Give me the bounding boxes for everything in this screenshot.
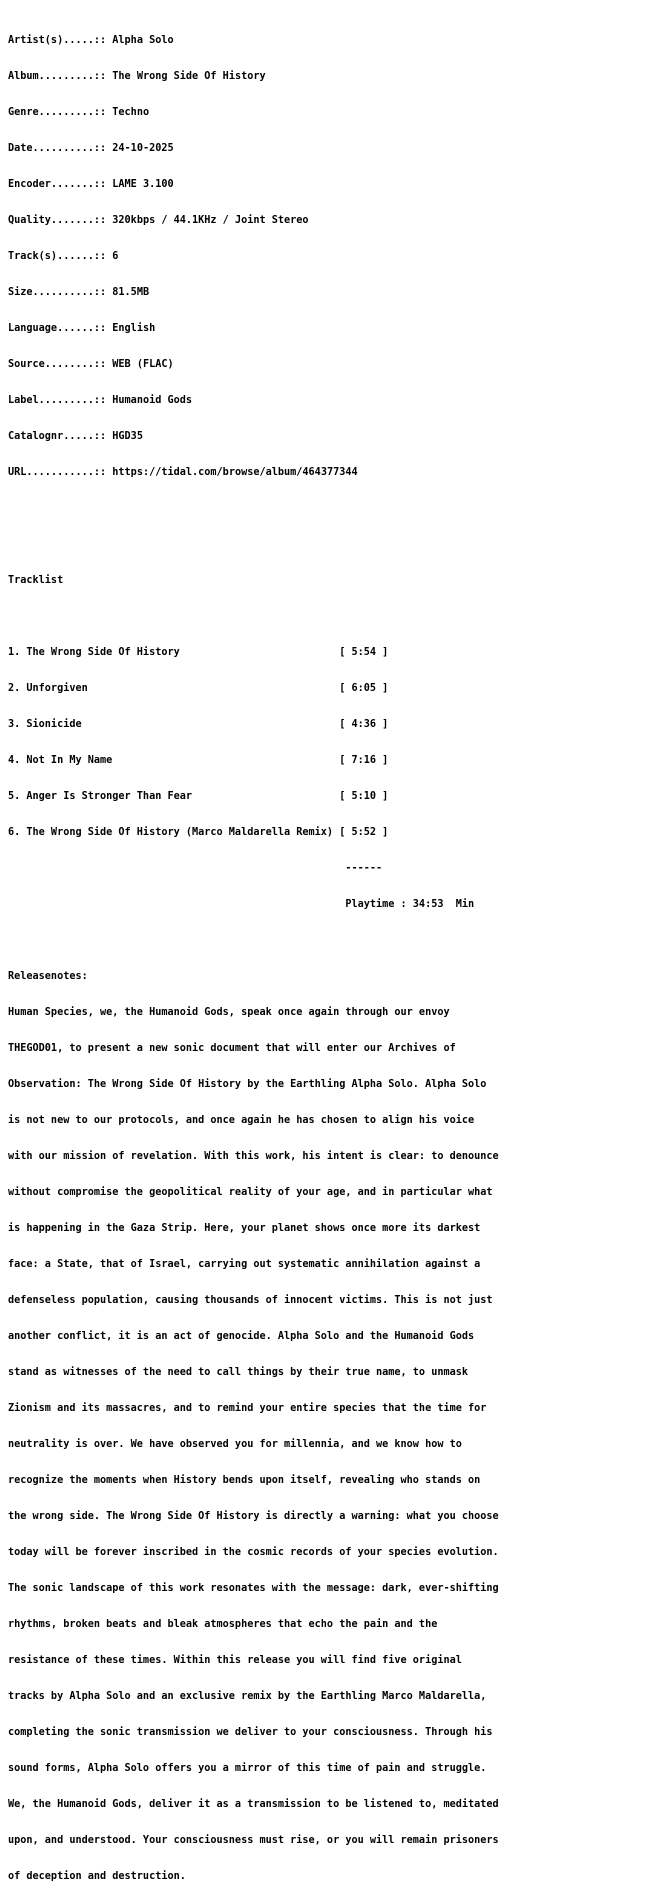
releasenotes-line: stand as witnesses of the need to call things by their true name, to unmask: [8, 1367, 469, 1378]
info-label: Track(s)......::: [8, 251, 113, 262]
releasenotes-line: Observation: The Wrong Side Of History by the Earthling Alpha Solo. Alpha Solo: [8, 1079, 487, 1090]
info-value: Humanoid Gods: [112, 395, 193, 406]
separator-line: ------: [8, 863, 383, 874]
info-label: Size..........::: [8, 287, 113, 298]
info-label: URL...........::: [8, 467, 113, 478]
releasenotes-line: THEGOD01, to present a new sonic document that will enter our Archives of: [8, 1043, 456, 1054]
releasenotes-line: of deception and destruction.: [8, 1871, 186, 1882]
releasenotes-line: resistance of these times. Within this release you will find five original: [8, 1655, 462, 1666]
track-line: 1. The Wrong Side Of History [ 5:54 ]: [8, 647, 389, 658]
blank-line: [8, 539, 499, 551]
blank-line: [8, 611, 499, 623]
info-value: 320kbps / 44.1KHz / Joint Stereo: [112, 215, 309, 226]
releasenotes-line: is happening in the Gaza Strip. Here, your planet shows once more its darkest: [8, 1223, 481, 1234]
info-value: 24-10-2025: [112, 143, 174, 154]
info-label: Label.........::: [8, 395, 113, 406]
info-value: Techno: [112, 107, 150, 118]
info-line-label: [8, 395, 499, 407]
releasenotes-line: rhythms, broken beats and bleak atmospheres that echo the pain and the: [8, 1619, 438, 1630]
info-line-tracks: [8, 251, 499, 263]
releasenotes-line: another conflict, it is an act of genocide. Alpha Solo and the Humanoid Gods: [8, 1331, 475, 1342]
info-value: Alpha Solo: [112, 35, 174, 46]
releasenotes-line: upon, and understood. Your consciousness must rise, or you will remain prisoners: [8, 1835, 499, 1846]
releasenotes-line: The sonic landscape of this work resonates with the message: dark, ever-shifting: [8, 1583, 499, 1594]
track-line: 3. Sionicide [ 4:36 ]: [8, 719, 389, 730]
info-line-url: [8, 467, 499, 479]
info-label: Catalognr.....::: [8, 431, 113, 442]
releasenotes-line: without compromise the geopolitical reality of your age, and in particular what: [8, 1187, 493, 1198]
playtime-line: Playtime : 34:53 Min: [8, 899, 475, 910]
tracklist-heading: Tracklist: [8, 575, 64, 586]
releasenotes-line: Zionism and its massacres, and to remind your entire species that the time for: [8, 1403, 487, 1414]
info-line-genre: [8, 107, 499, 119]
info-line-size: [8, 287, 499, 299]
info-line-encoder: [8, 179, 499, 191]
info-label: Encoder.......::: [8, 179, 113, 190]
info-label: Source........::: [8, 359, 113, 370]
info-value: The Wrong Side Of History: [112, 71, 266, 82]
releasenotes-line: sound forms, Alpha Solo offers you a mirror of this time of pain and struggle.: [8, 1763, 487, 1774]
info-value: WEB (FLAC): [112, 359, 174, 370]
releasenotes-line: defenseless population, causing thousands of innocent victims. This is not just: [8, 1295, 493, 1306]
releasenotes-line: face: a State, that of Israel, carrying out systematic annihilation against a: [8, 1259, 481, 1270]
url-value: https://tidal.com/browse/album/464377344: [112, 467, 358, 478]
info-value: 6: [112, 251, 119, 262]
info-label: Date..........::: [8, 143, 113, 154]
info-label: Language......::: [8, 323, 113, 334]
releasenotes-line: is not new to our protocols, and once again he has chosen to align his voice: [8, 1115, 475, 1126]
info-line-artist: [8, 35, 499, 47]
info-line-date: [8, 143, 499, 155]
releasenotes-line: neutrality is over. We have observed you for millennia, and we know how to: [8, 1439, 462, 1450]
info-label: Quality.......::: [8, 215, 113, 226]
info-value: English: [112, 323, 156, 334]
info-value: 81.5MB: [112, 287, 150, 298]
info-line-source: [8, 359, 499, 371]
releasenotes-line: recognize the moments when History bends upon itself, revealing who stands on: [8, 1475, 481, 1486]
info-label: Genre.........::: [8, 107, 113, 118]
releasenotes-line: today will be forever inscribed in the cosmic records of your species evolution.: [8, 1547, 499, 1558]
releasenotes-heading: Releasenotes:: [8, 971, 88, 982]
info-value: HGD35: [112, 431, 143, 442]
track-line: 4. Not In My Name [ 7:16 ]: [8, 755, 389, 766]
releasenotes-line: Human Species, we, the Humanoid Gods, speak once again through our envoy: [8, 1007, 450, 1018]
nfo-text-block: [8, 11, 499, 1895]
releasenotes-line: the wrong side. The Wrong Side Of History is directly a warning: what you choose: [8, 1511, 499, 1522]
info-line-catalognr: [8, 431, 499, 443]
releasenotes-line: tracks by Alpha Solo and an exclusive remix by the Earthling Marco Maldarella,: [8, 1691, 487, 1702]
releasenotes-line: We, the Humanoid Gods, deliver it as a transmission to be listened to, meditated: [8, 1799, 499, 1810]
blank-line: [8, 503, 499, 515]
info-line-language: [8, 323, 499, 335]
info-line-album: [8, 71, 499, 83]
track-line: 6. The Wrong Side Of History (Marco Maldarella Remix) [ 5:52 ]: [8, 827, 389, 838]
info-line-quality: [8, 215, 499, 227]
releasenotes-line: with our mission of revelation. With this work, his intent is clear: to denounce: [8, 1151, 499, 1162]
info-label: Artist(s).....::: [8, 35, 113, 46]
track-line: 2. Unforgiven [ 6:05 ]: [8, 683, 389, 694]
blank-line: [8, 935, 499, 947]
releasenotes-line: completing the sonic transmission we deliver to your consciousness. Through his: [8, 1727, 493, 1738]
info-value: LAME 3.100: [112, 179, 174, 190]
track-line: 5. Anger Is Stronger Than Fear [ 5:10 ]: [8, 791, 389, 802]
info-label: Album.........::: [8, 71, 113, 82]
